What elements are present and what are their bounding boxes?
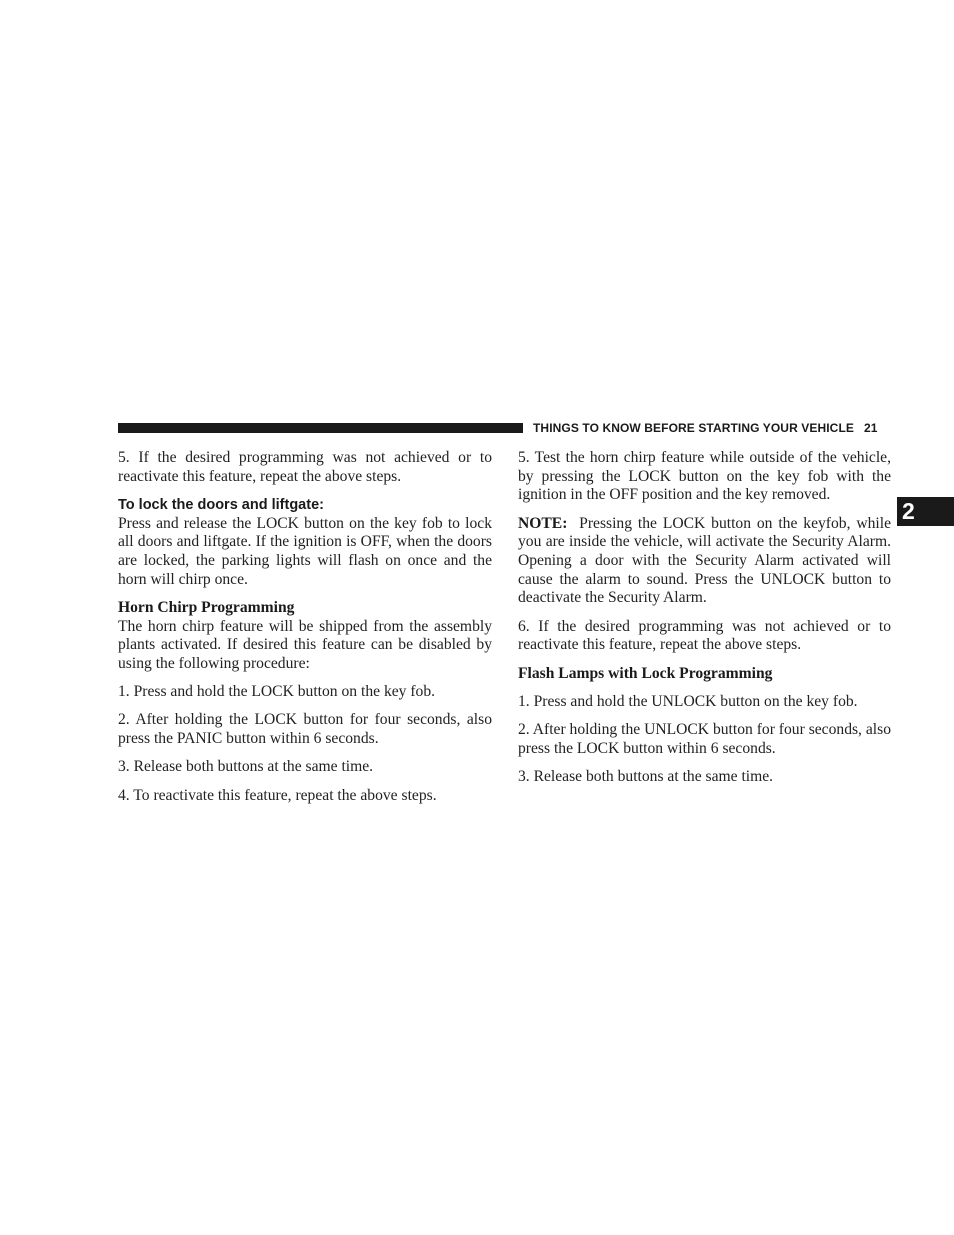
note-label: NOTE: bbox=[518, 514, 568, 532]
list-item: 2. After holding the UNLOCK button for four seconds, also press the LOCK button within 6 seconds. bbox=[518, 720, 891, 757]
header-rule bbox=[118, 423, 523, 433]
paragraph-repeat-steps: 5. If the desired programming was not achieved or to reactivate this feature, repeat the above steps. bbox=[118, 449, 492, 485]
heading-horn-chirp: Horn Chirp Programming bbox=[118, 598, 295, 616]
list-item: 1. Press and hold the UNLOCK button on the key fob. bbox=[518, 692, 858, 710]
list-item: 6. If the desired programming was not achieved or to reactivate this feature, repeat the above steps. bbox=[518, 617, 891, 654]
paragraph-lock-doors: Press and release the LOCK button on the key fob to lock all doors and liftgate. If the ignition is OFF, when the doors are locked, the parking lights will flash on once and the horn will chirp once. bbox=[118, 514, 492, 588]
heading-lock-doors: To lock the doors and liftgate: bbox=[118, 496, 324, 513]
list-item: 4. To reactivate this feature, repeat the above steps. bbox=[118, 786, 437, 804]
list-item: 3. Release both buttons at the same time. bbox=[518, 767, 774, 785]
note-text: Pressing the LOCK button on the keyfob, while you are inside the vehicle, will activate the Security Alarm. Opening a door with the Security Alarm activated will cause the alarm to sound. Press the UNLOCK button to deactivate the Security Alarm. bbox=[518, 514, 892, 607]
chapter-tab: 2 bbox=[897, 497, 954, 526]
heading-flash-lamps: Flash Lamps with Lock Programming bbox=[518, 664, 773, 682]
list-item: 2. After holding the LOCK button for four seconds, also press the PANIC button within 6 seconds. bbox=[118, 711, 492, 748]
list-item: 3. Release both buttons at the same time. bbox=[118, 758, 374, 776]
list-item: 1. Press and hold the LOCK button on the key fob. bbox=[118, 683, 436, 701]
left-column bbox=[118, 449, 492, 815]
paragraph-horn-chirp: The horn chirp feature will be shipped from the assembly plants activated. If desired this feature can be disabled by using the following procedure: bbox=[118, 617, 492, 673]
running-header bbox=[533, 420, 891, 436]
note-paragraph bbox=[518, 515, 891, 609]
right-column bbox=[518, 449, 891, 796]
page-number: 21 bbox=[863, 421, 878, 435]
section-title: THINGS TO KNOW BEFORE STARTING YOUR VEHICLE bbox=[533, 421, 854, 435]
list-item: 5. Test the horn chirp feature while outside of the vehicle, by pressing the LOCK button on the key fob with the ignition in the OFF position and the key removed. bbox=[518, 449, 891, 504]
